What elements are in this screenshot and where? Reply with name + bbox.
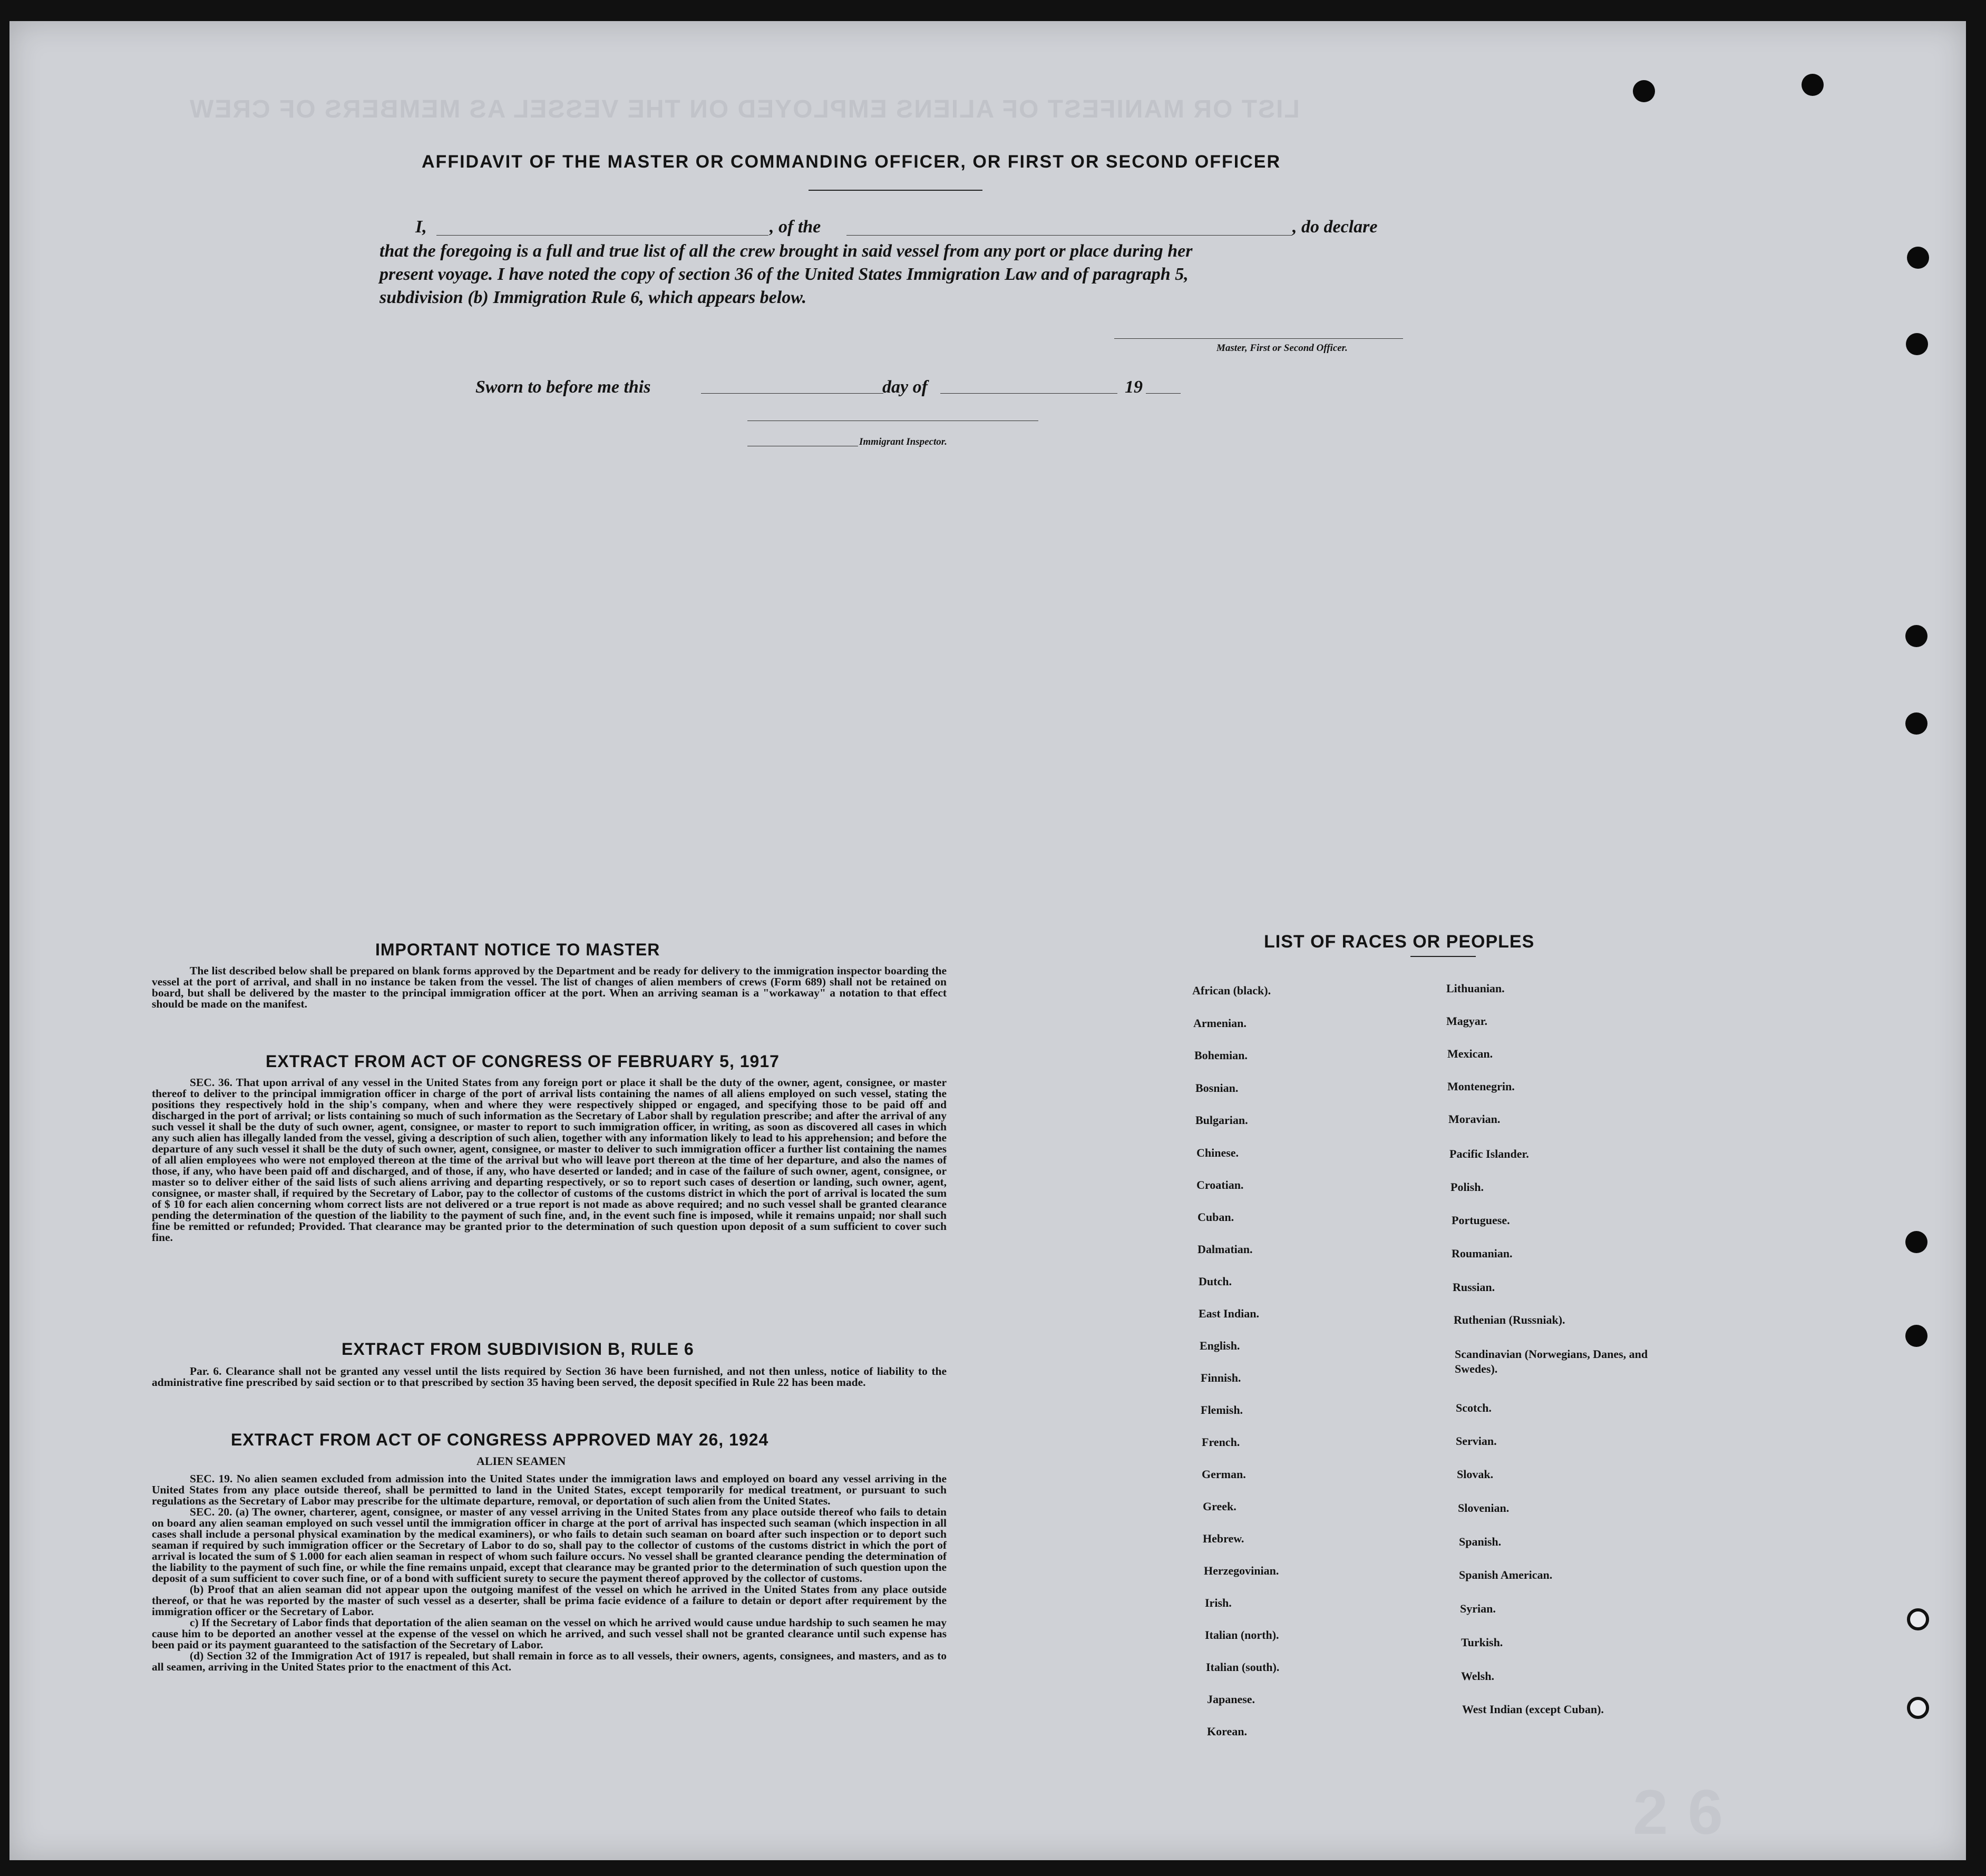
race-item: Pacific Islander. xyxy=(1449,1147,1529,1160)
extract-rule6-text: Par. 6. Clearance shall not be granted any vessel until the lists required by Section 36 have been furnished, and not then unless, notice of liability to the administrative fine prescribed by said section or to that prescribed by section 35 having been served, the deposit specified in Rule 22 has been made. xyxy=(152,1365,947,1389)
race-item: East Indian. xyxy=(1199,1307,1259,1320)
affidavit-body-line-3: subdivision (b) Immigration Rule 6, which appears below. xyxy=(379,288,807,307)
race-item: Cuban. xyxy=(1198,1210,1234,1224)
race-item: Dalmatian. xyxy=(1198,1243,1253,1256)
punch-hole xyxy=(1905,1231,1927,1253)
form-page xyxy=(9,21,1966,1860)
races-title: LIST OF RACES OR PEOPLES xyxy=(1264,932,1535,952)
race-item: Syrian. xyxy=(1460,1602,1496,1615)
affidavit-body-line-2: present voyage. I have noted the copy of section 36 of the United States Immigration Law and of paragraph 5, xyxy=(379,265,1189,284)
race-item: Portuguese. xyxy=(1452,1214,1510,1227)
race-item: Ruthenian (Russniak). xyxy=(1454,1313,1565,1326)
officer-signature-line[interactable] xyxy=(1114,338,1403,339)
declarant-label: I, xyxy=(415,217,427,237)
race-item: Magyar. xyxy=(1446,1014,1488,1028)
race-item: Spanish American. xyxy=(1459,1568,1553,1581)
race-item: Bulgarian. xyxy=(1195,1113,1248,1127)
sec20b-text: (b) Proof that an alien seaman did not appear upon the outgoing manifest of the vessel on which he arrived in the United States from any place outside thereof, or that he was reported by the master of such vessel as a deserter, shall be prima facie evidence of a failure to detain or deport after requirement by the immigration officer or the Secretary of Labor. xyxy=(152,1583,947,1618)
race-item: German. xyxy=(1202,1468,1246,1481)
punch-hole xyxy=(1905,1325,1927,1347)
race-item: West Indian (except Cuban). xyxy=(1462,1703,1604,1716)
extract-rule6-block xyxy=(152,1366,947,1388)
race-item: Italian (north). xyxy=(1205,1628,1279,1642)
race-item: Scandinavian (Norwegians, Danes, and Swedes). xyxy=(1455,1347,1648,1375)
sec19-text: SEC. 19. No alien seamen excluded from admission into the United States under the immigration laws and employed on board any vessel arriving in the United States from any place outside thereof, shall be permitted to land in the United States, except temporarily for medical treatment, or pursuant to such regulations as the Secretary of Labor may prescribe for the ultimate departure, removal, or deportation of such alien from the United States. xyxy=(152,1472,947,1507)
race-item: Mexican. xyxy=(1447,1047,1493,1060)
affidavit-body-line-1: that the foregoing is a full and true list of all the crew brought in said vessel from any port or place during her xyxy=(379,241,1193,261)
punch-hole xyxy=(1633,80,1655,102)
race-item: African (black). xyxy=(1192,984,1271,997)
race-item: Lithuanian. xyxy=(1446,982,1505,995)
race-item: Armenian. xyxy=(1193,1017,1247,1030)
extract-1924-title: EXTRACT FROM ACT OF CONGRESS APPROVED MAY 26, 1924 xyxy=(231,1430,769,1449)
punch-hole xyxy=(1802,74,1824,96)
race-item: Roumanian. xyxy=(1452,1247,1513,1260)
race-item: Japanese. xyxy=(1207,1693,1255,1706)
race-item: French. xyxy=(1202,1435,1240,1449)
race-item: English. xyxy=(1200,1339,1240,1352)
races-title-underline xyxy=(1410,956,1476,957)
extract-rule6-title: EXTRACT FROM SUBDIVISION B, RULE 6 xyxy=(342,1340,694,1359)
extract-1924-block xyxy=(152,1473,947,1673)
race-item: Irish. xyxy=(1205,1596,1232,1609)
sec20c-text: c) If the Secretary of Labor finds that deportation of the alien seaman on the vessel on which he arrived would cause undue hardship to such seamen he may cause him to be deported an another vessel at the expense of the vessel on which he arrived, and such vessel shall not be granted clearance until such expense has been paid or its payment guaranteed to the satisfaction of the Secretary of Labor. xyxy=(152,1616,947,1651)
sec20d-text: (d) Section 32 of the Immigration Act of 1917 is repealed, but shall remain in force as to all vessels, their owners, agents, consignees, and masters, and as to all seamen, arriving in the United States prior to the enactment of this Act. xyxy=(152,1649,947,1673)
race-item: Spanish. xyxy=(1459,1535,1502,1548)
notice-text-block xyxy=(152,965,947,1010)
race-item: Finnish. xyxy=(1201,1371,1241,1384)
race-item: Greek. xyxy=(1203,1500,1237,1513)
punch-hole xyxy=(1905,625,1927,647)
sec20a-text: SEC. 20. (a) The owner, charterer, agent, consignee, or master of any vessel arriving in the United States from any place outside thereof who fails to detain on board any alien seaman employed on such vessel until the immigration officer in charge at the port of arrival has inspected such seaman (which inspection in all cases shall include a personal physical examination by the medical examiners), or who fails to detain such seaman on board after such inspection or to deport such seaman if required by such immigration officer or the Secretary of Labor to do so, shall pay to the collector of customs of the customs district in which the port of arrival is located the sum of $ 1.000 for each alien seaman in respect of whom such failure occurs. No vessel shall be granted clearance pending the determination of the liability to the payment of such fine, or while the fine remains unpaid, except that clearance may be granted prior to the determination of such question upon the deposit of a sum sufficient to cover such fine, or of a bond with sufficient surety to secure the payment thereof approved by the collector of customs. xyxy=(152,1506,947,1585)
sworn-month-line[interactable] xyxy=(940,393,1117,394)
race-item: Polish. xyxy=(1450,1180,1484,1194)
race-item: Bohemian. xyxy=(1194,1049,1248,1062)
vessel-name-line[interactable] xyxy=(846,235,1292,236)
race-item: Flemish. xyxy=(1201,1403,1243,1416)
race-item: Chinese. xyxy=(1196,1146,1239,1159)
race-item: Dutch. xyxy=(1199,1275,1232,1288)
punch-hole xyxy=(1906,333,1928,355)
affidavit-title: AFFIDAVIT OF THE MASTER OR COMMANDING OFFICER, OR FIRST OR SECOND OFFICER xyxy=(422,152,1281,172)
race-item: Moravian. xyxy=(1448,1112,1501,1126)
punch-hole xyxy=(1905,712,1927,735)
punch-hole xyxy=(1907,1697,1929,1719)
punch-hole xyxy=(1907,1608,1929,1630)
title-underline xyxy=(809,190,982,191)
bleed-through-text: LIST OR MANIFEST OF ALIENS EMPLOYED ON THE VESSEL AS MEMBERS OF CREW xyxy=(189,95,1300,123)
inspector-caption: Immigrant Inspector. xyxy=(859,436,947,447)
year-label: 19 xyxy=(1125,377,1143,397)
race-item: Italian (south). xyxy=(1206,1660,1280,1674)
race-item: Herzegovinian. xyxy=(1204,1564,1279,1577)
notice-text: The list described below shall be prepared on blank forms approved by the Department and be ready for delivery to the immigration inspector boarding the vessel at the port of arrival, and shall in no instance be taken from the vessel. The list of changes of alien members of crews (Form 689) shall not be retained on board, but shall be delivered by the master to the principal immigration officer at the port. When an arriving seaman is a "workaway" a notation to that effect should be made on the manifest. xyxy=(152,964,947,1010)
race-item: Russian. xyxy=(1453,1281,1495,1294)
declare-label: , do declare xyxy=(1292,217,1378,237)
race-item: Slovenian. xyxy=(1458,1501,1510,1515)
sworn-label: Sworn to before me this xyxy=(475,377,651,397)
vessel-label: , of the xyxy=(770,217,821,237)
race-item: Slovak. xyxy=(1457,1468,1494,1481)
extract-1917-block xyxy=(152,1077,947,1243)
race-item: Scotch. xyxy=(1456,1401,1492,1414)
day-of-label: day of xyxy=(882,377,928,397)
extract-1917-text: SEC. 36. That upon arrival of any vessel in the United States from any foreign port or place it shall be the duty of the owner, agent, consignee, or master thereof to deliver to the principal immigration officer in charge of the port of arrival lists containing the names of all aliens employed on such vessel, stating the positions they respectively hold in the ship's company, when and where they were respectively shipped or engaged, and specifying those to be paid off and discharged in the port of arrival; or lists containing so much of such information as the Secretary of Labor shall by regulation prescribe; and after the arrival of any such vessel it shall be the duty of such owner, agent, consignee, or master to report to such immigration officer, in writing, as soon as discovered all cases in which any such alien has illegally landed from the vessel, giving a description of such alien, together with any information likely to lead to his apprehension; and before the departure of any such vessel it shall be the duty of such owner, agent, consignee, or master to deliver to such immigration officer a further list containing the names of all alien employees who were not employed thereon at the time of the arrival but who will leave port thereon at the time of her departure, and also the names of those, if any, who have been paid off and discharged, and of those, if any, who have deserted or landed; and in case of the failure of such owner, agent, consignee, or master so to deliver either of the said lists of such aliens arriving and departing respectively, or so to report such cases of desertion or landing, such owner, agent, consignee, or master shall, if required by the Secretary of Labor, pay to the collector of customs of the customs district in which the port of arrival is located the sum of $ 10 for each alien concerning whom correct lists are not delivered or a true report is not made as above required; and no such vessel shall be granted clearance pending the determination of the question of the liability to the payment of such fine, and, in the event such fine is imposed, while it remains unpaid; nor shall such fine be remitted or refunded; Provided. That clearance may be granted prior to the determination of such question upon deposit of a sum sufficient to cover such fine. xyxy=(152,1076,947,1244)
race-item: Croatian. xyxy=(1196,1178,1244,1191)
bleed-through-mark: 2 6 xyxy=(1633,1777,1724,1848)
extract-1917-title: EXTRACT FROM ACT OF CONGRESS OF FEBRUARY 5, 1917 xyxy=(266,1052,780,1071)
race-item: Montenegrin. xyxy=(1447,1080,1515,1093)
race-item: Bosnian. xyxy=(1195,1081,1239,1095)
extract-1924-subtitle: ALIEN SEAMEN xyxy=(476,1454,566,1468)
race-item: Hebrew. xyxy=(1203,1532,1244,1545)
punch-hole xyxy=(1907,247,1929,269)
sworn-day-line[interactable] xyxy=(701,393,883,394)
sworn-year-line[interactable] xyxy=(1146,393,1181,394)
declarant-name-line[interactable] xyxy=(436,235,768,236)
notice-title: IMPORTANT NOTICE TO MASTER xyxy=(375,940,660,959)
race-item: Welsh. xyxy=(1461,1669,1494,1683)
race-item: Turkish. xyxy=(1461,1636,1503,1649)
race-item: Korean. xyxy=(1207,1725,1247,1738)
race-item: Servian. xyxy=(1456,1434,1497,1448)
officer-signature-caption: Master, First or Second Officer. xyxy=(1216,343,1348,354)
